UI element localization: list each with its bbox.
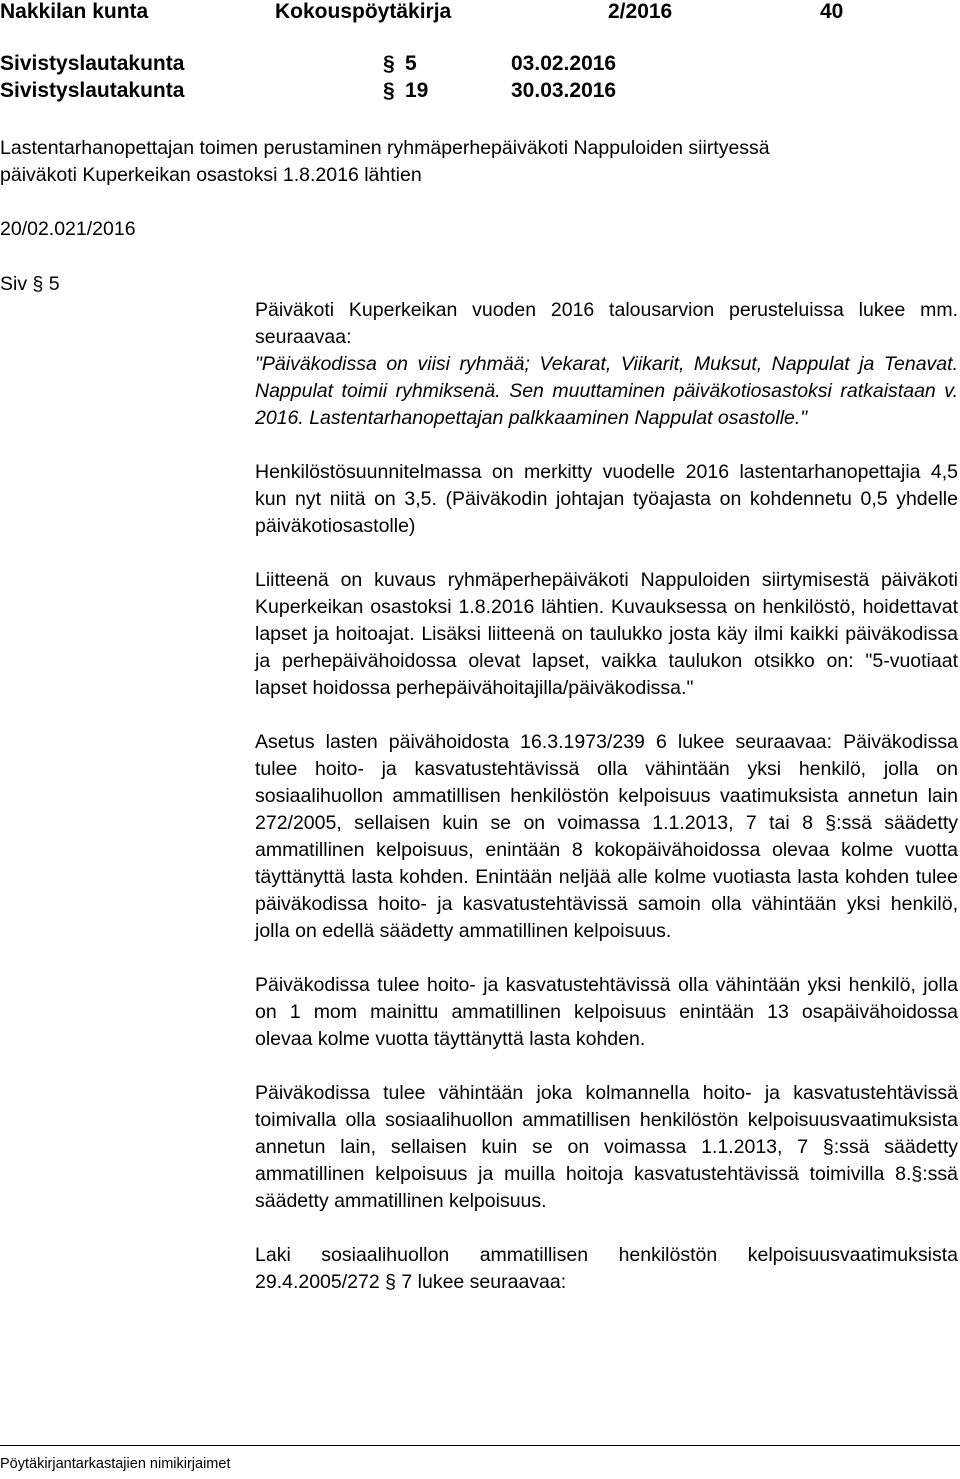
meeting-body: Sivistyslautakunta <box>0 79 185 102</box>
section-mark: § <box>383 79 395 102</box>
body-text <box>255 297 958 1296</box>
paragraph-part-time: Päiväkodissa tulee hoito- ja kasvatustehtävissä olla vähintään yksi henkilö, jolla on 1 mom mainittu ammatillinen kelpoisuus enintään 13 osapäivähoidossa olevaa kolme vuotta täyttänyttä lasta kohden. <box>255 974 958 1050</box>
item-title-line-2: päiväkoti Kuperkeikan osastoksi 1.8.2016 lähtien <box>0 164 422 186</box>
section-mark: § <box>383 52 395 75</box>
paragraph-intro: Päiväkoti Kuperkeikan vuoden 2016 talousarvion perusteluissa lukee mm. seuraavaa: <box>255 299 958 348</box>
issue-number: 2/2016 <box>608 0 673 23</box>
item-title-line-1: Lastentarhanopettajan toimen perustaminen ryhmäperhepäiväkoti Nappuloiden siirtyessä <box>0 137 770 159</box>
paragraph-qualification: Päiväkodissa tulee vähintään joka kolmannella hoito- ja kasvatustehtävissä toimivalla olla sosiaalihuollon ammatillisen henkilöstön kelpoisuusvaatimuksista annetun lain, sellaisen kuin se on voimassa 1.1.2013, 7 §:ssä säädetty ammatillinen kelpoisuus ja muilla hoitoja kasvatustehtävissä toimivilla 8.§:ssä säädetty ammatillinen kelpoisuus. <box>255 1082 958 1212</box>
meeting-date: 03.02.2016 <box>511 52 617 75</box>
footer <box>0 1445 960 1472</box>
document-type: Kokouspöytäkirja <box>275 0 452 23</box>
paragraph-quote: "Päiväkodissa on viisi ryhmää; Vekarat, Viikarit, Muksut, Nappulat ja Tenavat. Nappulat toimii ryhmiksenä. Sen muuttaminen päiväkotiosastoksi ratkaistaan v. 2016. Lastentarhanopettajan palkkaaminen Nappulat osastolle." <box>255 353 958 429</box>
meeting-date: 30.03.2016 <box>511 79 617 102</box>
section-number: 5 <box>405 52 417 75</box>
record-id: 20/02.021/2016 <box>0 218 136 240</box>
municipality-name: Nakkilan kunta <box>0 0 149 23</box>
paragraph-attachment: Liitteenä on kuvaus ryhmäperhepäiväkoti Nappuloiden siirtymisestä päiväkoti Kuperkeikan osastoksi 1.8.2016 lähtien. Kuvauksessa on henkilöstö, hoidettavat lapset ja hoitoajat. Lisäksi liitteenä on taulukko josta käy ilmi kaikki päiväkodissa ja perhepäivähoidossa olevat lapset, vaikka taulukon otsikko on: "5-vuotiaat lapset hoidossa perhepäivähoitajilla/päiväkodissa." <box>255 569 958 699</box>
meeting-body: Sivistyslautakunta <box>0 52 185 75</box>
page-number: 40 <box>820 0 844 23</box>
paragraph-staffing: Henkilöstösuunnitelmassa on merkitty vuodelle 2016 lastentarhanopettajia 4,5 kun nyt niitä on 3,5. (Päiväkodin johtajan työajasta on kohdennetu 0,5 yhdelle päiväkotiosastolle) <box>255 461 958 537</box>
section-number: 19 <box>405 79 429 102</box>
paragraph-law: Laki sosiaalihuollon ammatillisen henkilöstön kelpoisuusvaatimuksista 29.4.2005/272 § 7 lukee seuraavaa: <box>255 1244 958 1293</box>
section-label: Siv § 5 <box>0 273 60 295</box>
paragraph-decree: Asetus lasten päivähoidosta 16.3.1973/239 6 lukee seuraavaa: Päiväkodissa tulee hoito- ja kasvatustehtävissä olla vähintään yksi henkilö, jolla on sosiaalihuollon ammatillisen henkilöstön kelpoisuus vaatimuksista annetun lain 272/2005, sellaisen kuin se on voimassa 1.1.2013, 7 tai 8 §:ssä säädetty ammatillinen kelpoisuus, enintään 8 kokopäivähoidossa olevaa kolme vuotta täyttänyttä lasta kohden. Enintään neljää alle kolme vuotiasta lasta kohden tulee päiväkodissa hoito- ja kasvatustehtävissä samoin olla vähintään yksi henkilö, jolla on edellä säädetty ammatillinen kelpoisuus. <box>255 731 958 942</box>
footer-label: Pöytäkirjantarkastajien nimikirjaimet <box>0 1456 231 1472</box>
